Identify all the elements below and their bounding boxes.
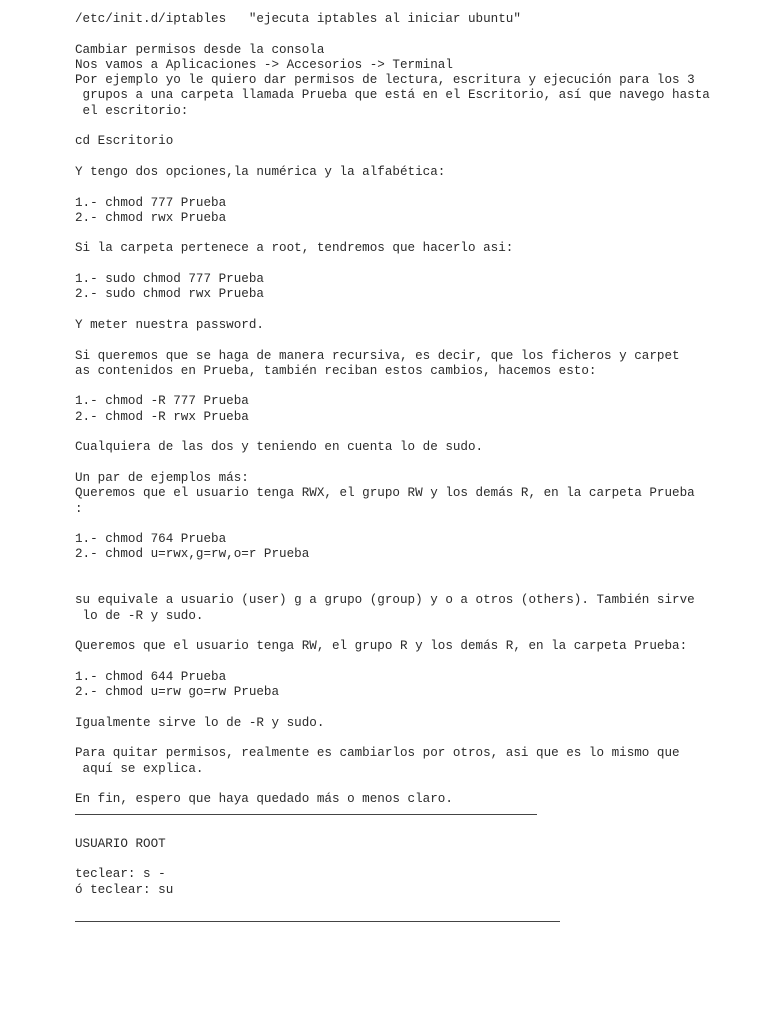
text-line: Nos vamos a Aplicaciones -> Accesorios -> Terminal <box>75 57 453 72</box>
text-line <box>75 578 755 593</box>
text-line <box>75 731 755 746</box>
text-line <box>75 563 755 578</box>
text-line <box>75 303 755 318</box>
text-line: En fin, espero que haya quedado más o menos claro. <box>75 792 453 807</box>
horizontal-rule <box>75 814 537 815</box>
document-body <box>75 12 755 928</box>
main-text-block <box>75 12 755 807</box>
text-line <box>75 180 755 195</box>
text-line: 1.- sudo chmod 777 Prueba <box>75 272 264 287</box>
text-line: as contenidos en Prueba, también reciban estos cambios, hacemos esto: <box>75 363 597 378</box>
text-line <box>75 654 755 669</box>
text-line: cd Escritorio <box>75 134 174 149</box>
text-line <box>75 852 755 867</box>
text-line <box>75 517 755 532</box>
text-line: Por ejemplo yo le quiero dar permisos de lectura, escritura y ejecución para los 3 <box>75 73 695 88</box>
text-line <box>75 821 755 836</box>
text-line: el escritorio: <box>75 103 189 118</box>
text-line <box>75 150 755 165</box>
text-line <box>75 425 755 440</box>
text-line: 1.- chmod -R 777 Prueba <box>75 394 249 409</box>
text-line: 1.- chmod 764 Prueba <box>75 532 227 547</box>
text-line: 2.- chmod u=rwx,g=rw,o=r Prueba <box>75 547 310 562</box>
text-line: Y meter nuestra password. <box>75 317 264 332</box>
text-line <box>75 624 755 639</box>
text-line: teclear: s - <box>75 867 166 882</box>
text-line: ó teclear: su <box>75 882 174 897</box>
text-line: Para quitar permisos, realmente es cambiarlos por otros, asi que es lo mismo que <box>75 746 680 761</box>
text-line: USUARIO ROOT <box>75 836 166 851</box>
text-line: 2.- chmod u=rw go=rw Prueba <box>75 685 280 700</box>
root-user-block <box>75 821 755 897</box>
text-line: 1.- chmod 777 Prueba <box>75 195 227 210</box>
text-line: aquí se explica. <box>75 761 204 776</box>
text-line: Queremos que el usuario tenga RWX, el grupo RW y los demás R, en la carpeta Prueba <box>75 486 695 501</box>
text-line: 1.- chmod 644 Prueba <box>75 669 227 684</box>
text-line: su equivale a usuario (user) g a grupo (group) y o a otros (others). También sirve <box>75 593 695 608</box>
text-line <box>75 226 755 241</box>
text-line: lo de -R y sudo. <box>75 608 204 623</box>
text-line: Si queremos que se haga de manera recursiva, es decir, que los ficheros y carpet <box>75 348 680 363</box>
horizontal-rule-bottom <box>75 921 560 922</box>
text-line: 2.- sudo chmod rwx Prueba <box>75 287 264 302</box>
text-line: Si la carpeta pertenece a root, tendremos que hacerlo asi: <box>75 241 514 256</box>
text-line: Queremos que el usuario tenga RW, el grupo R y los demás R, en la carpeta Prueba: <box>75 639 688 654</box>
text-line: grupos a una carpeta llamada Prueba que está en el Escritorio, así que navego hasta <box>75 88 710 103</box>
text-line <box>75 333 755 348</box>
text-line: Un par de ejemplos más: <box>75 470 249 485</box>
text-line <box>75 27 755 42</box>
text-line <box>75 119 755 134</box>
text-line: Cualquiera de las dos y teniendo en cuenta lo de sudo. <box>75 440 484 455</box>
text-line <box>75 257 755 272</box>
text-line: Cambiar permisos desde la consola <box>75 42 325 57</box>
text-line: /etc/init.d/iptables "ejecuta iptables al iniciar ubuntu" <box>75 12 521 26</box>
text-line: Y tengo dos opciones,la numérica y la alfabética: <box>75 164 446 179</box>
text-line <box>75 379 755 394</box>
text-line <box>75 777 755 792</box>
text-line: 2.- chmod -R rwx Prueba <box>75 409 249 424</box>
text-line: Igualmente sirve lo de -R y sudo. <box>75 715 325 730</box>
text-line: 2.- chmod rwx Prueba <box>75 210 227 225</box>
text-line: : <box>75 501 83 516</box>
text-line <box>75 456 755 471</box>
text-line <box>75 700 755 715</box>
